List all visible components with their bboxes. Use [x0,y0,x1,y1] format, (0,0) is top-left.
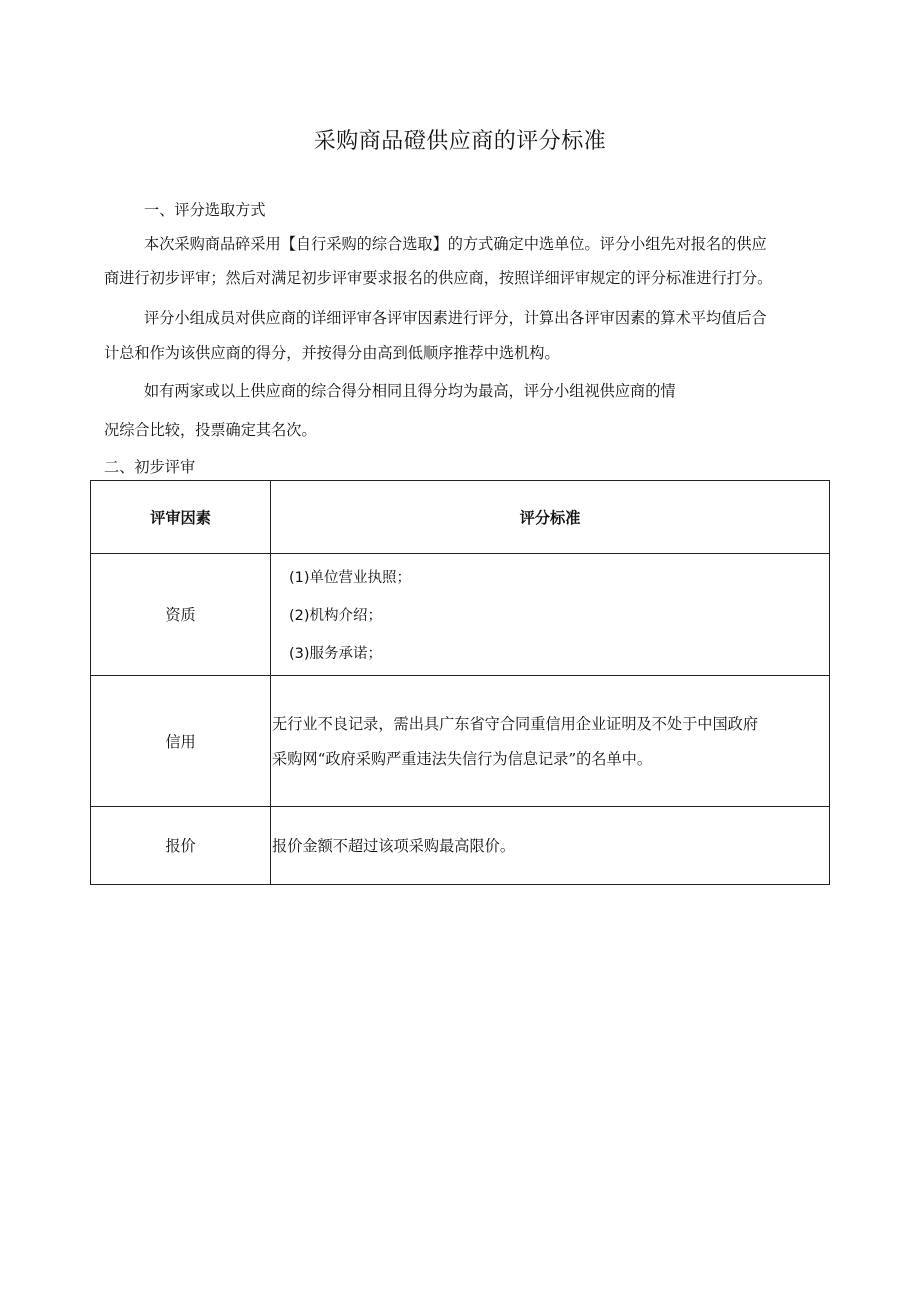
factor-cell: 报价 [91,807,271,885]
paragraph-line: 计总和作为该供应商的得分，并按得分由高到低顺序推荐中选机构。 [104,344,560,362]
header-criteria: 评分标准 [271,481,830,554]
paragraph-line: 如有两家或以上供应商的综合得分相同且得分均为最高，评分小组视供应商的情 [144,382,676,400]
page-title: 采购商品磴供应商的评分标准 [313,129,607,154]
table-row [91,676,830,807]
header-factor: 评审因素 [91,481,271,554]
criteria-line: (2)机构介绍； [289,608,383,624]
criteria-line: (3)服务承诺； [289,646,383,662]
factor-cell: 信用 [91,676,271,807]
criteria-line: 报价金额不超过该项采购最高限价。 [272,837,515,855]
section-heading-scoring-method: 一、评分选取方式 [144,201,266,219]
review-table [90,480,830,885]
criteria-line: (1)单位营业执照； [289,570,412,586]
table-row [91,807,830,885]
paragraph-line: 况综合比较，投票确定其名次。 [104,421,317,439]
criteria-cell [271,676,830,807]
table-row [91,554,830,676]
criteria-line: 无行业不良记录，需出具广东省守合同重信用企业证明及不处于中国政府 [272,715,758,733]
factor-cell: 资质 [91,554,271,676]
criteria-cell [271,807,830,885]
paragraph-line: 商进行初步评审；然后对满足初步评审要求报名的供应商，按照详细评审规定的评分标准进行打分。 [104,269,773,287]
paragraph-line: 本次采购商品碎采用【自行采购的综合选取】的方式确定中选单位。评分小组先对报名的供应 [144,235,767,253]
criteria-line: 采购网“政府采购严重违法失信行为信息记录”的名单中。 [272,750,653,768]
table-header-row [91,481,830,554]
section-heading-preliminary-review: 二、初步评审 [104,458,196,476]
criteria-cell [271,554,830,676]
paragraph-line: 评分小组成员对供应商的详细评审各评审因素进行评分，计算出各评审因素的算术平均值后合 [144,309,767,327]
